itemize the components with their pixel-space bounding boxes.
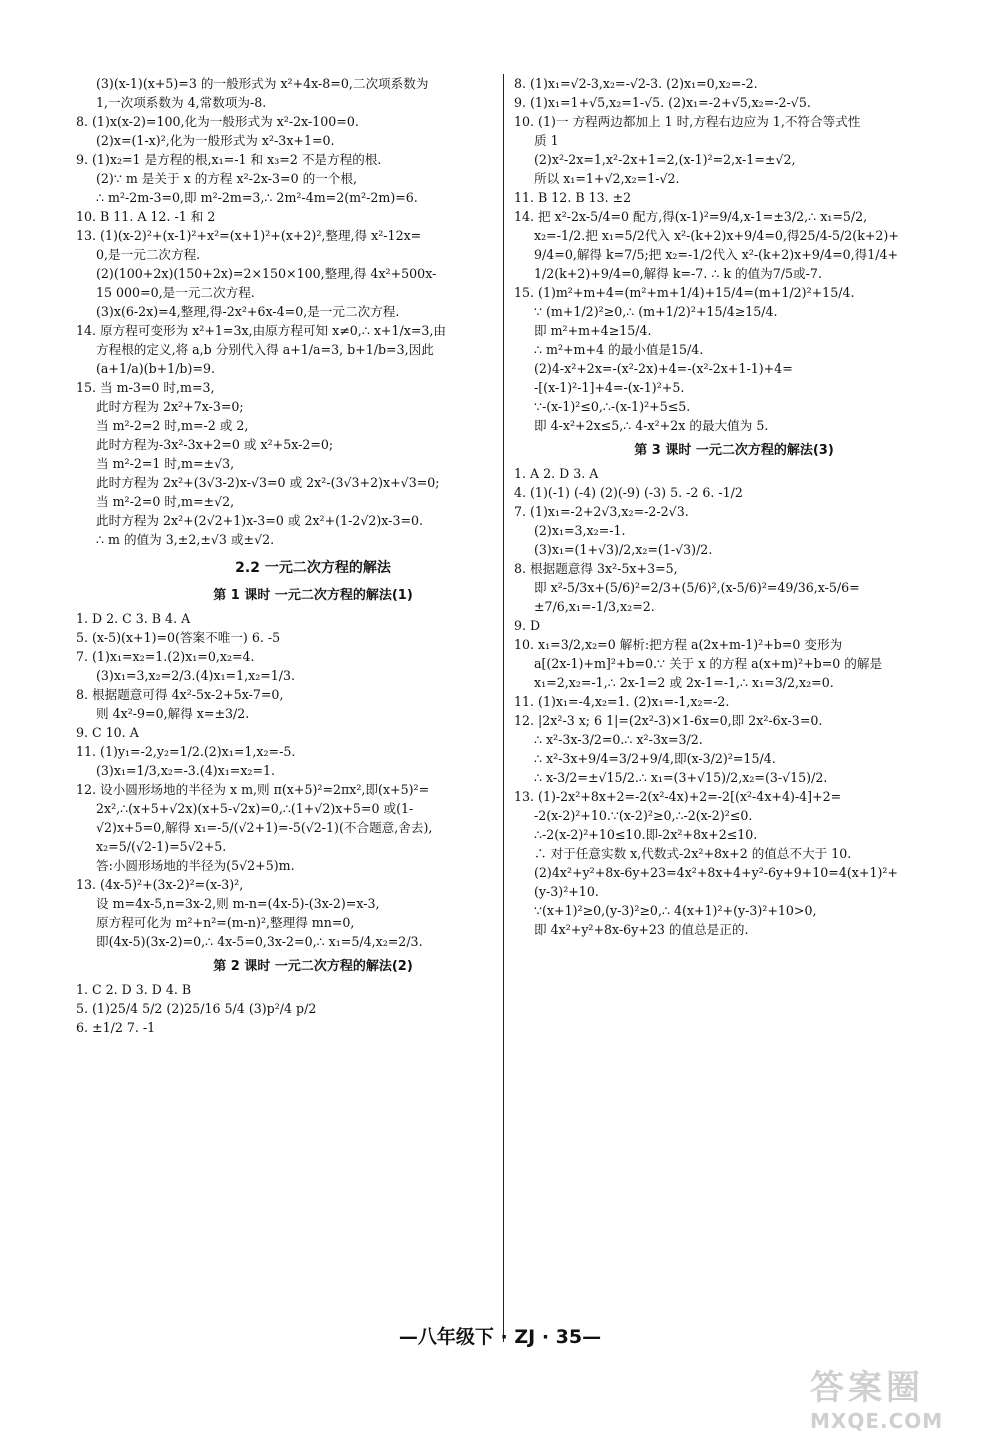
right-line: 14. 把 x²-2x-5/4=0 配方,得(x-1)²=9/4,x-1=±3/2,∴ x₁=5/2, — [514, 209, 868, 224]
lesson1-line: 2x²,∴(x+5+√2x)(x+5-√2x)=0,∴(1+√2)x+5=0 或(1- — [96, 801, 414, 816]
right-line: 10. (1)一 方程两边都加上 1 时,方程右边应为 1,不符合等式性 — [514, 114, 861, 129]
lesson3-line: 即 x²-5/3x+(5/6)²=2/3+(5/6)²,(x-5/6)²=49/36,x-5/6= — [534, 580, 860, 595]
lesson1-line: 即(4x-5)(3x-2)=0,∴ 4x-5=0,3x-2=0,∴ x₁=5/4,x₂=2/3. — [96, 934, 423, 949]
left-line: 此时方程为 2x²+(2√2+1)x-3=0 或 2x²+(1-2√2)x-3=0. — [96, 513, 424, 528]
left-line: 13. (1)(x-2)²+(x-1)²+x²=(x+1)²+(x+2)²,整理,得 x²-12x= — [76, 228, 422, 243]
right-line: 15. (1)m²+m+4=(m²+m+1/4)+15/4=(m+1/2)²+15/4. — [514, 285, 855, 300]
right-line: (2)x²-2x=1,x²-2x+1=2,(x-1)²=2,x-1=±√2, — [534, 152, 796, 167]
lesson3-line: ∴ x-3/2=±√15/2.∴ x₁=(3+√15)/2,x₂=(3-√15)/2. — [534, 770, 828, 785]
lesson2-answer-block — [76, 980, 550, 1037]
lesson3-line: -2(x-2)²+10.∵(x-2)²≥0,∴-2(x-2)²≤0. — [534, 808, 753, 823]
left-answer-block — [76, 74, 550, 549]
lesson1-answer-block — [76, 609, 550, 951]
watermark-url: MXQE.COM — [810, 1409, 944, 1433]
left-line: (3)(x-1)(x+5)=3 的一般形式为 x²+4x-8=0,二次项系数为 — [96, 76, 429, 91]
left-line: 14. 原方程可变形为 x²+1=3x,由原方程可知 x≠0,∴ x+1/x=3,由 — [76, 323, 447, 338]
right-line: 质 1 — [534, 133, 559, 148]
left-line: (2)x=(1-x)²,化为一般形式为 x²-3x+1=0. — [96, 133, 335, 148]
left-line: 此时方程为 2x²+7x-3=0; — [96, 399, 244, 414]
right-line: -[(x-1)²-1]+4=-(x-1)²+5. — [534, 380, 685, 395]
lesson3-line: ∴ 对于任意实数 x,代数式-2x²+8x+2 的值总不大于 10. — [534, 846, 852, 861]
left-column — [76, 74, 550, 1037]
right-line: 9. (1)x₁=1+√5,x₂=1-√5. (2)x₁=-2+√5,x₂=-2-√5. — [514, 95, 811, 110]
lesson3-line: 1. A 2. D 3. A — [514, 466, 599, 481]
right-line: 9/4=0,解得 k=7/5;把 x₂=-1/2代入 x²-(k+2)x+9/4=0,得1/4+ — [534, 247, 899, 262]
section-title: 2.2 一元二次方程的解法 — [235, 560, 391, 576]
lesson1-line: 9. C 10. A — [76, 725, 139, 740]
left-line: (2)∵ m 是关于 x 的方程 x²-2x-3=0 的一个根, — [96, 171, 357, 186]
left-line: (a+1/a)(b+1/b)=9. — [96, 361, 215, 376]
left-line: 当 m²-2=1 时,m=±√3, — [96, 456, 235, 471]
left-line: 此时方程为 2x²+(3√3-2)x-√3=0 或 2x²-(3√3+2)x+√3=0; — [96, 475, 440, 490]
lesson3-line: (2)4x²+y²+8x-6y+23=4x²+8x+4+y²-6y+9+10=4(x+1)²+ — [534, 865, 898, 880]
lesson3-line: 7. (1)x₁=-2+2√3,x₂=-2-2√3. — [514, 504, 689, 519]
lesson3-line: ∴ x²-3x+9/4=3/2+9/4,即(x-3/2)²=15/4. — [534, 751, 776, 766]
lesson1-title: 第 1 课时 一元二次方程的解法(1) — [213, 588, 413, 603]
lesson3-line: ∵(x+1)²≥0,(y-3)²≥0,∴ 4(x+1)²+(y-3)²+10>0, — [534, 903, 817, 918]
lesson2-line: 5. (1)25/4 5/2 (2)25/16 5/4 (3)p²/4 p/2 — [76, 1001, 317, 1016]
lesson2-line: 1. C 2. D 3. D 4. B — [76, 982, 192, 997]
left-line: 0,是一元二次方程. — [96, 247, 201, 262]
left-line: 8. (1)x(x-2)=100,化为一般形式为 x²-2x-100=0. — [76, 114, 359, 129]
lesson1-line: 则 4x²-9=0,解得 x=±3/2. — [96, 706, 250, 721]
right-line: 1/2(k+2)+9/4=0,解得 k=-7. ∴ k 的值为7/5或-7. — [534, 266, 822, 281]
lesson2-title: 第 2 课时 一元二次方程的解法(2) — [213, 959, 413, 974]
left-line: ∴ m 的值为 3,±2,±√3 或±√2. — [96, 532, 275, 547]
left-line: 1,一次项系数为 4,常数项为-8. — [96, 95, 267, 110]
lesson1-line: 5. (x-5)(x+1)=0(答案不唯一) 6. -5 — [76, 630, 281, 645]
lesson3-line: (2)x₁=3,x₂=-1. — [534, 523, 626, 538]
left-line: (3)x(6-2x)=4,整理,得-2x²+6x-4=0,是一元二次方程. — [96, 304, 400, 319]
right-line: x₂=-1/2.把 x₁=5/2代入 x²-(k+2)x+9/4=0,得25/4-5/2(k+2)+ — [534, 228, 899, 243]
left-line: ∴ m²-2m-3=0,即 m²-2m=3,∴ 2m²-4m=2(m²-2m)=6. — [96, 190, 418, 205]
watermark-text: 答案圈 — [810, 1368, 924, 1408]
right-line: ∵ (m+1/2)²≥0,∴ (m+1/2)²+15/4≥15/4. — [534, 304, 778, 319]
lesson1-line: (3)x₁=1/3,x₂=-3.(4)x₁=x₂=1. — [96, 763, 276, 778]
lesson3-line: ±7/6,x₁=-1/3,x₂=2. — [534, 599, 655, 614]
lesson1-line: 7. (1)x₁=x₂=1.(2)x₁=0,x₂=4. — [76, 649, 255, 664]
lesson3-line: a[(2x-1)+m]²+b=0.∵ 关于 x 的方程 a(x+m)²+b=0 的解是 — [534, 656, 883, 671]
page-footer: —八年级下 · ZJ · 35— — [398, 1326, 602, 1348]
lesson3-answer-block — [514, 464, 954, 939]
right-line: 即 m²+m+4≥15/4. — [534, 323, 652, 338]
lesson3-line: 8. 根据题意得 3x²-5x+3=5, — [514, 561, 678, 576]
right-line: 所以 x₁=1+√2,x₂=1-√2. — [534, 171, 680, 186]
right-line: ∴ m²+m+4 的最小值是15/4. — [534, 342, 704, 357]
right-line: ∵-(x-1)²≤0,∴-(x-1)²+5≤5. — [534, 399, 691, 414]
lesson1-line: 8. 根据题意可得 4x²-5x-2+5x-7=0, — [76, 687, 284, 702]
lesson3-line: ∴-2(x-2)²+10≤10.即-2x²+8x+2≤10. — [534, 827, 758, 842]
lesson3-line: 4. (1)(-1) (-4) (2)(-9) (-3) 5. -2 6. -1/2 — [514, 485, 743, 500]
left-line: 此时方程为-3x²-3x+2=0 或 x²+5x-2=0; — [96, 437, 334, 452]
lesson3-line: 12. |2x²-3 x; 6 1|=(2x²-3)×1-6x=0,即 2x²-6x-3=0. — [514, 713, 823, 728]
lesson1-line: (3)x₁=3,x₂=2/3.(4)x₁=1,x₂=1/3. — [96, 668, 296, 683]
lesson3-title: 第 3 课时 一元二次方程的解法(3) — [634, 443, 834, 458]
right-line: 8. (1)x₁=√2-3,x₂=-√2-3. (2)x₁=0,x₂=-2. — [514, 76, 758, 91]
lesson1-line: √2)x+5=0,解得 x₁=-5/(√2+1)=-5(√2-1)(不合题意,舍去), — [96, 820, 433, 835]
lesson3-line: 13. (1)-2x²+8x+2=-2(x²-4x)+2=-2[(x²-4x+4)-4]+2= — [514, 789, 842, 804]
right-line: (2)4-x²+2x=-(x²-2x)+4=-(x²-2x+1-1)+4= — [534, 361, 793, 376]
left-line: 15 000=0,是一元二次方程. — [96, 285, 255, 300]
lesson3-line: (3)x₁=(1+√3)/2,x₂=(1-√3)/2. — [534, 542, 713, 557]
left-line: 9. (1)x₂=1 是方程的根,x₁=-1 和 x₃=2 不是方程的根. — [76, 152, 382, 167]
lesson1-line: 设 m=4x-5,n=3x-2,则 m-n=(4x-5)-(3x-2)=x-3, — [96, 896, 380, 911]
left-line: 15. 当 m-3=0 时,m=3, — [76, 380, 215, 395]
lesson3-line: (y-3)²+10. — [534, 884, 599, 899]
lesson2-line: 6. ±1/2 7. -1 — [76, 1020, 156, 1035]
right-column — [514, 74, 954, 939]
left-line: 方程根的定义,将 a,b 分别代入得 a+1/a=3, b+1/b=3,因此 — [96, 342, 434, 357]
left-line: 10. B 11. A 12. -1 和 2 — [76, 209, 216, 224]
left-line: 当 m²-2=2 时,m=-2 或 2, — [96, 418, 249, 433]
lesson1-line: 1. D 2. C 3. B 4. A — [76, 611, 191, 626]
left-line: (2)(100+2x)(150+2x)=2×150×100,整理,得 4x²+500x- — [96, 266, 437, 281]
lesson1-line: 13. (4x-5)²+(3x-2)²=(x-3)², — [76, 877, 244, 892]
lesson3-line: 即 4x²+y²+8x-6y+23 的值总是正的. — [534, 922, 749, 937]
lesson1-line: x₂=5/(√2-1)=5√2+5. — [96, 839, 227, 854]
lesson3-line: x₁=2,x₂=-1,∴ 2x-1=2 或 2x-1=-1,∴ x₁=3/2,x₂=0. — [534, 675, 834, 690]
column-divider — [503, 74, 504, 1342]
lesson1-line: 原方程可化为 m²+n²=(m-n)²,整理得 mn=0, — [96, 915, 355, 930]
lesson1-line: 11. (1)y₁=-2,y₂=1/2.(2)x₁=1,x₂=-5. — [76, 744, 296, 759]
right-line: 即 4-x²+2x≤5,∴ 4-x²+2x 的最大值为 5. — [534, 418, 769, 433]
right-answer-block — [514, 74, 954, 435]
right-line: 11. B 12. B 13. ±2 — [514, 190, 632, 205]
lesson1-line: 答:小圆形场地的半径为(5√2+5)m. — [96, 858, 295, 873]
lesson3-line: 9. D — [514, 618, 541, 633]
lesson3-line: 11. (1)x₁=-4,x₂=1. (2)x₁=-1,x₂=-2. — [514, 694, 730, 709]
watermark-logo — [810, 1360, 990, 1432]
lesson3-line: 10. x₁=3/2,x₂=0 解析:把方程 a(2x+m-1)²+b=0 变形为 — [514, 637, 843, 652]
lesson3-line: ∴ x²-3x-3/2=0.∴ x²-3x=3/2. — [534, 732, 703, 747]
lesson1-line: 12. 设小圆形场地的半径为 x m,则 π(x+5)²=2πx²,即(x+5)²= — [76, 782, 430, 797]
left-line: 当 m²-2=0 时,m=±√2, — [96, 494, 235, 509]
